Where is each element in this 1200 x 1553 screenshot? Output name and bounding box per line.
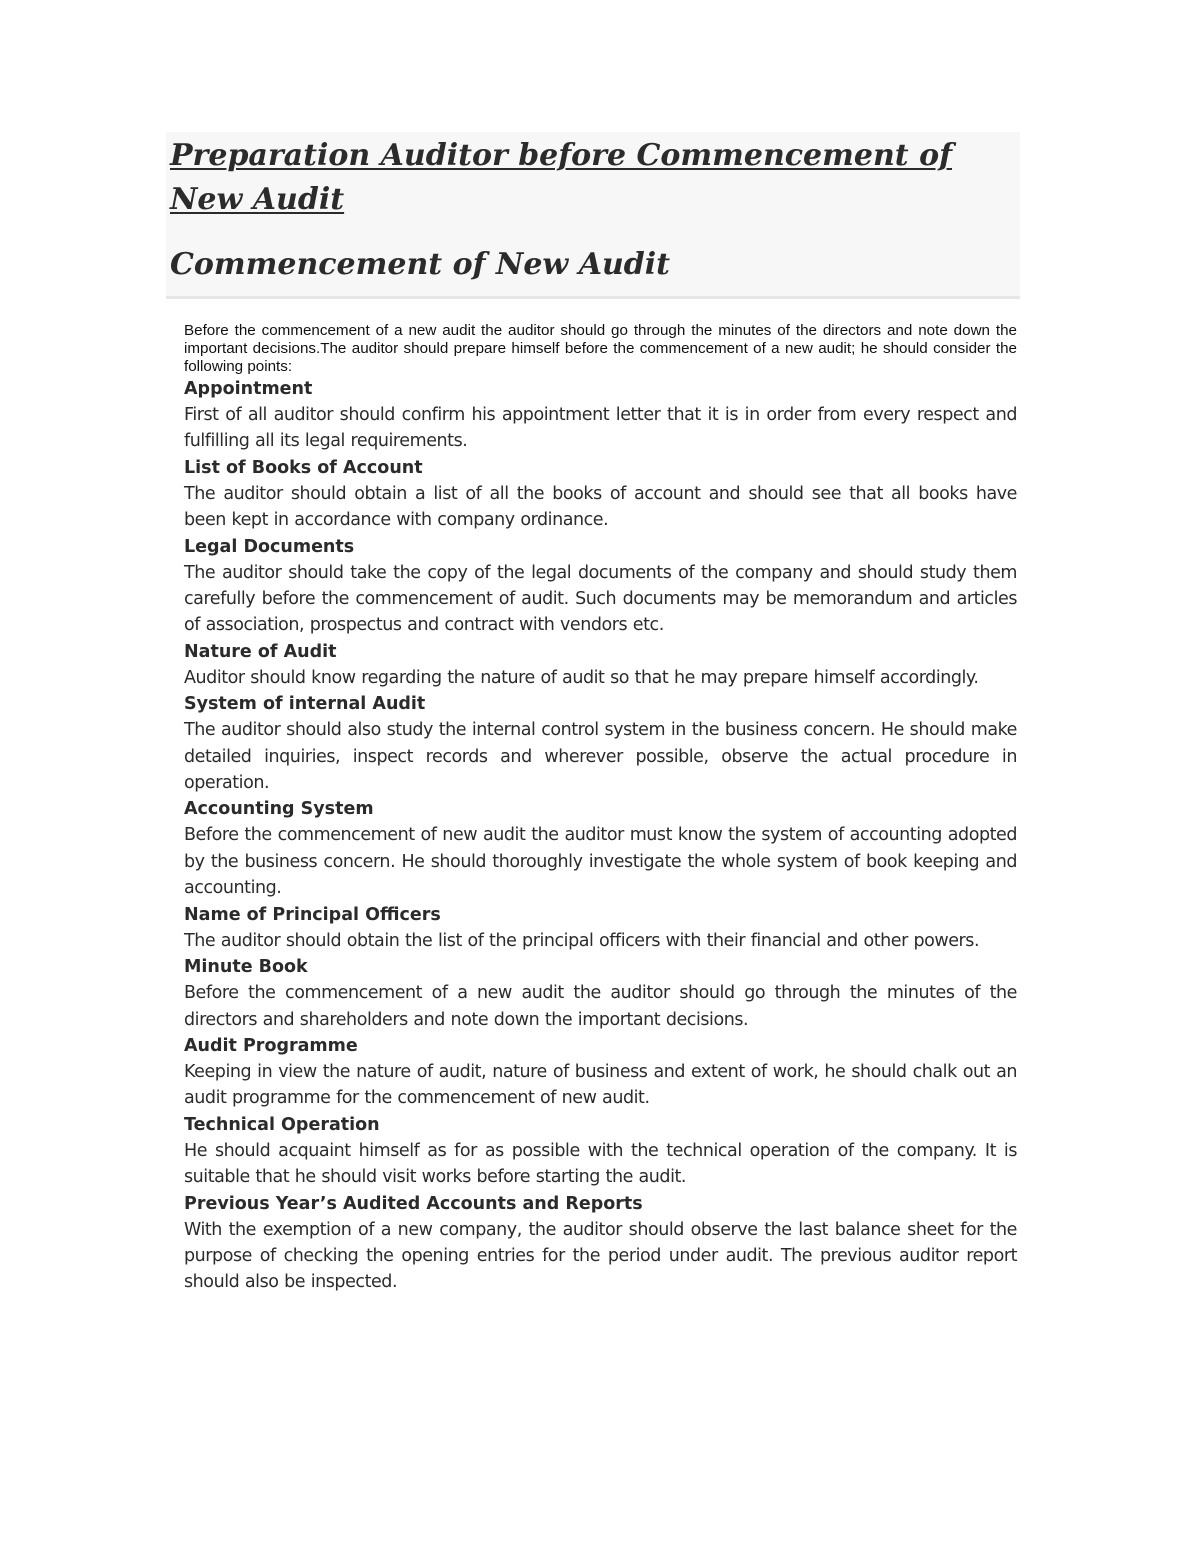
section-internal-audit xyxy=(184,691,1017,796)
section-audit-programme xyxy=(184,1033,1017,1112)
section-heading: System of internal Audit xyxy=(184,694,426,715)
intro-paragraph: Before the commencement of a new audit the auditor should go through the minutes of the directors and note down the important decisions.The auditor should prepare himself before the commencement of a new audit; he should consider the following points: xyxy=(184,322,1017,375)
section-body: Auditor should know regarding the nature of audit so that he may prepare himself accordingly. xyxy=(184,667,979,688)
section-body: Keeping in view the nature of audit, nature of business and extent of work, he should chalk out an audit programme for the commencement of new audit. xyxy=(184,1061,1017,1109)
section-heading: List of Books of Account xyxy=(184,457,423,478)
section-heading: Name of Principal Officers xyxy=(184,904,441,925)
section-minute-book xyxy=(184,954,1017,1033)
section-legal-documents xyxy=(184,534,1017,639)
section-body: The auditor should obtain the list of the principal officers with their financial and other powers. xyxy=(184,930,980,951)
section-list-of-books xyxy=(184,455,1017,534)
section-heading: Nature of Audit xyxy=(184,641,337,662)
section-heading: Technical Operation xyxy=(184,1114,380,1135)
section-body: Before the commencement of new audit the auditor must know the system of accounting adopted by the business concern. He should thoroughly investigate the whole system of book keeping and accounting. xyxy=(184,825,1017,899)
section-previous-year-accounts xyxy=(184,1191,1017,1296)
section-body: The auditor should also study the internal control system in the business concern. He should make detailed inquiries, inspect records and wherever possible, observe the actual procedure in operation. xyxy=(184,720,1017,794)
section-body: The auditor should take the copy of the legal documents of the company and should study them carefully before the commencement of audit. Such documents may be memorandum and articles of association, prospectus and contract with vendors etc. xyxy=(184,562,1017,636)
section-heading: Appointment xyxy=(184,379,313,399)
section-heading: Audit Programme xyxy=(184,1035,358,1056)
section-heading: Minute Book xyxy=(184,957,308,978)
section-nature-of-audit xyxy=(184,639,1017,691)
section-technical-operation xyxy=(184,1112,1017,1191)
section-heading: Legal Documents xyxy=(184,536,355,557)
section-body: With the exemption of a new company, the auditor should observe the last balance sheet for the purpose of checking the opening entries for the period under audit. The previous auditor report should also be inspected. xyxy=(184,1219,1017,1293)
page-subtitle: Commencement of New Audit xyxy=(170,247,671,282)
section-body: Before the commencement of a new audit the auditor should go through the minutes of the directors and shareholders and note down the important decisions. xyxy=(184,983,1017,1030)
section-heading: Previous Year’s Audited Accounts and Reports xyxy=(184,1193,643,1214)
section-body: The auditor should obtain a list of all the books of account and should see that all books have been kept in accordance with company ordinance. xyxy=(184,483,1017,531)
page-title: Preparation Auditor before Commencement of New Audit xyxy=(170,138,953,217)
article-body xyxy=(184,322,1017,1296)
section-accounting-system xyxy=(184,796,1017,901)
section-body: He should acquaint himself as for as possible with the technical operation of the company. It is suitable that he should visit works before starting the audit. xyxy=(184,1140,1017,1188)
section-body: First of all auditor should confirm his appointment letter that it is in order from every respect and fulfilling all its legal requirements. xyxy=(184,405,1017,452)
section-heading: Accounting System xyxy=(184,799,374,820)
section-principal-officers xyxy=(184,902,1017,954)
section-appointment xyxy=(184,376,1017,455)
